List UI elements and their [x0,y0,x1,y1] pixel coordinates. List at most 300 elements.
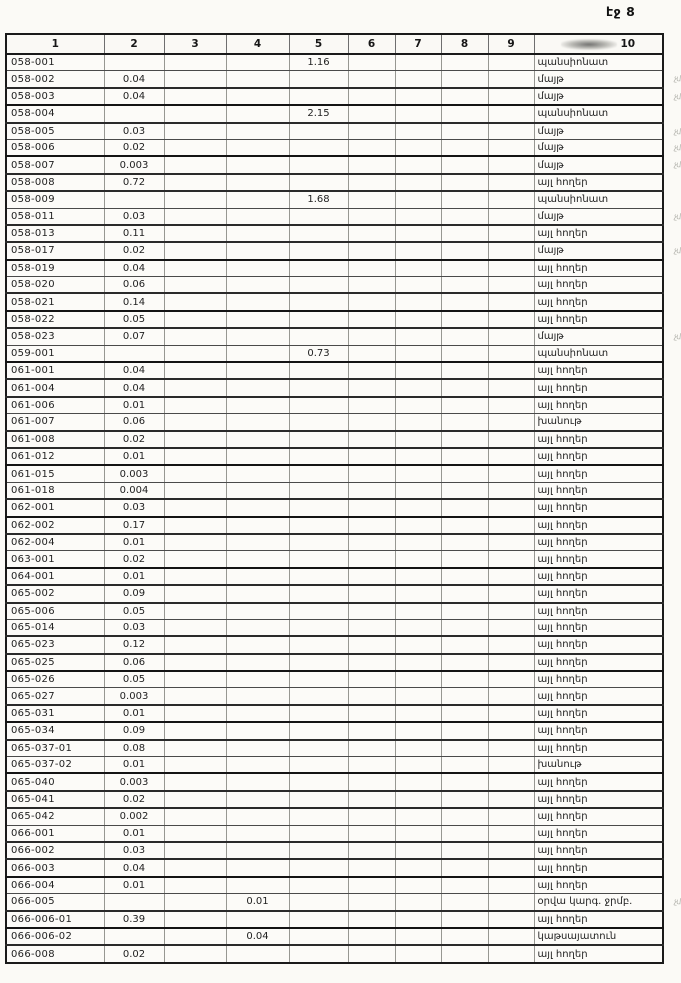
table-row [6,242,663,259]
col6-cell [348,705,395,722]
col8-cell [441,791,488,808]
col3-cell [164,619,226,636]
col9-cell [488,311,534,328]
col6-cell [348,636,395,653]
col9-cell [488,517,534,534]
area-col2-cell: 0.05 [104,603,164,620]
col8-cell [441,362,488,379]
land-use-label: այլ հողեր [537,382,588,394]
col8-cell [441,551,488,568]
land-use-cell [534,654,663,671]
land-use-label: պանսիոնատ [537,57,609,69]
col9-cell [488,123,534,140]
land-use-label: այլ հողեր [537,725,588,737]
col9-cell [488,139,534,156]
area-col5-cell [289,482,348,499]
col9-cell [488,88,534,105]
area-col5-cell [289,842,348,859]
area-col2-cell [104,191,164,208]
table-row [6,139,663,156]
parcel-code-cell: 065-037-02 [6,757,104,774]
area-col5-cell [289,534,348,551]
col7-cell [395,568,441,585]
area-col4-cell [226,345,289,362]
col6-cell [348,482,395,499]
col3-cell [164,705,226,722]
col6-cell [348,54,395,71]
margin-handwritten-mark: չմ [673,245,681,256]
area-col5-cell: 2.15 [289,105,348,122]
margin-handwritten-mark: չմ [673,896,681,907]
area-col4-cell [226,105,289,122]
col8-cell [441,499,488,516]
area-col5-cell [289,808,348,825]
col8-cell [441,71,488,88]
land-use-cell [534,362,663,379]
col6-cell [348,808,395,825]
col3-cell [164,260,226,277]
table-row [6,825,663,842]
col9-cell [488,191,534,208]
land-use-cell [534,54,663,71]
table-row [6,722,663,739]
col8-cell [441,911,488,928]
col6-cell [348,379,395,396]
table-row [6,328,663,345]
col6-cell [348,757,395,774]
area-col2-cell: 0.004 [104,482,164,499]
table-row [6,928,663,945]
land-use-label: այլ հողեր [537,588,588,600]
table-row [6,945,663,962]
col9-cell [488,722,534,739]
land-use-cell [534,311,663,328]
col8-cell [441,465,488,482]
table-row [6,791,663,808]
area-col2-cell: 0.03 [104,619,164,636]
col3-cell [164,877,226,894]
land-use-cell [534,722,663,739]
table-row [6,740,663,757]
land-use-label: պանսիոնատ [537,347,609,359]
parcel-code-cell: 058-005 [6,123,104,140]
parcel-code-cell: 065-037-01 [6,740,104,757]
col8-cell [441,705,488,722]
land-use-label: այլ հողեր [537,400,588,411]
col9-cell [488,379,534,396]
area-col4-cell [226,654,289,671]
area-col4-cell [226,123,289,140]
area-col4-cell [226,877,289,894]
col3-cell [164,88,226,105]
area-col5-cell [289,362,348,379]
col9-cell [488,499,534,516]
area-col5-cell [289,293,348,310]
col7-cell [395,345,441,362]
land-use-label: այլ հողեր [537,862,588,874]
col6-cell [348,277,395,294]
col9-cell [488,293,534,310]
col3-cell [164,911,226,928]
area-col5-cell [289,551,348,568]
col6-cell [348,877,395,894]
col3-cell [164,465,226,482]
parcel-code-cell: 065-031 [6,705,104,722]
area-col4-cell [226,671,289,688]
col8-cell [441,123,488,140]
table-row [6,225,663,242]
parcel-code-cell: 061-008 [6,431,104,448]
parcel-code-cell: 066-002 [6,842,104,859]
area-col2-cell: 0.003 [104,773,164,790]
parcel-code-cell: 065-002 [6,585,104,602]
col8-cell [441,534,488,551]
column-header-6: 6 [348,34,395,54]
area-col4-cell [226,619,289,636]
col9-cell [488,705,534,722]
land-use-label: խանութ [537,759,582,771]
parcel-code-cell: 061-004 [6,379,104,396]
col8-cell [441,842,488,859]
area-col5-cell [289,636,348,653]
table-row [6,174,663,191]
col3-cell [164,928,226,945]
land-use-cell [534,328,681,345]
area-col2-cell: 0.06 [104,277,164,294]
parcel-code-cell: 058-002 [6,71,104,88]
parcel-code-cell: 064-001 [6,568,104,585]
land-use-cell [534,379,663,396]
land-parcel-table [5,33,681,964]
parcel-code-cell: 058-019 [6,260,104,277]
area-col2-cell: 0.39 [104,911,164,928]
col7-cell [395,773,441,790]
land-use-label: այլ հողեր [537,742,588,754]
col7-cell [395,208,441,225]
parcel-code-cell: 058-021 [6,293,104,310]
col8-cell [441,293,488,310]
land-use-cell [534,877,663,894]
area-col2-cell: 0.04 [104,362,164,379]
col8-cell [441,654,488,671]
col3-cell [164,345,226,362]
area-col4-cell [226,945,289,962]
area-col5-cell [289,654,348,671]
col9-cell [488,328,534,345]
area-col4-cell [226,431,289,448]
col6-cell [348,688,395,705]
col8-cell [441,379,488,396]
col8-cell [441,945,488,962]
area-col2-cell: 0.72 [104,174,164,191]
table-row [6,688,663,705]
land-use-cell [534,260,663,277]
col6-cell [348,551,395,568]
col3-cell [164,242,226,259]
col7-cell [395,859,441,876]
col3-cell [164,293,226,310]
area-col4-cell [226,242,289,259]
area-col2-cell: 0.09 [104,585,164,602]
col9-cell [488,208,534,225]
area-col4-cell [226,688,289,705]
area-col4-cell: 0.04 [226,928,289,945]
table-row [6,482,663,499]
table-row [6,705,663,722]
col6-cell [348,534,395,551]
col7-cell [395,362,441,379]
area-col2-cell: 0.03 [104,499,164,516]
area-col4-cell [226,603,289,620]
col9-cell [488,534,534,551]
col7-cell [395,654,441,671]
area-col2-cell: 0.02 [104,139,164,156]
col8-cell [441,397,488,414]
land-use-label: այլ հողեր [537,314,588,326]
area-col2-cell: 0.02 [104,945,164,962]
col6-cell [348,242,395,259]
col3-cell [164,174,226,191]
area-col2-cell [104,928,164,945]
table-row [6,877,663,894]
area-col5-cell [289,894,348,911]
table-row [6,260,663,277]
area-col5-cell [289,277,348,294]
table-row [6,842,663,859]
column-header-10 [534,34,663,54]
col7-cell [395,619,441,636]
land-use-label: այլ հողեր [537,879,588,891]
area-col4-cell [226,156,289,173]
area-col4-cell [226,71,289,88]
land-use-cell [534,859,663,876]
land-use-cell [534,757,663,774]
col8-cell [441,894,488,911]
area-col4-cell [226,277,289,294]
land-use-label: մայթ [537,245,564,257]
col6-cell [348,791,395,808]
col9-cell [488,740,534,757]
area-col5-cell [289,397,348,414]
col7-cell [395,482,441,499]
land-use-cell [534,808,663,825]
land-use-label: այլ հողեր [537,279,588,291]
col6-cell [348,465,395,482]
col3-cell [164,414,226,431]
col3-cell [164,517,226,534]
area-col2-cell: 0.01 [104,877,164,894]
land-use-label: պանսիոնատ [537,108,609,120]
parcel-code-cell: 065-026 [6,671,104,688]
area-col5-cell [289,773,348,790]
parcel-code-cell: 063-001 [6,551,104,568]
col9-cell [488,156,534,173]
col9-cell [488,654,534,671]
column-header-2: 2 [104,34,164,54]
area-col4-cell [226,88,289,105]
col6-cell [348,105,395,122]
parcel-code-cell: 058-017 [6,242,104,259]
land-use-cell [534,105,663,122]
scan-smudge [561,39,617,50]
area-col4-cell [226,293,289,310]
col3-cell [164,123,226,140]
area-col4-cell [226,225,289,242]
area-col5-cell [289,88,348,105]
col7-cell [395,191,441,208]
col9-cell [488,773,534,790]
table-row [6,894,663,911]
col6-cell [348,773,395,790]
parcel-code-cell: 065-014 [6,619,104,636]
area-col4-cell [226,551,289,568]
parcel-code-cell: 061-018 [6,482,104,499]
area-col5-cell [289,139,348,156]
land-use-label: մայթ [537,125,564,137]
area-col2-cell: 0.003 [104,688,164,705]
col7-cell [395,945,441,962]
area-col2-cell: 0.04 [104,260,164,277]
area-col2-cell: 0.02 [104,791,164,808]
col8-cell [441,757,488,774]
column-header-label: 10 [620,38,636,50]
col9-cell [488,808,534,825]
area-col2-cell: 0.12 [104,636,164,653]
table-row [6,277,663,294]
parcel-code-cell: 058-011 [6,208,104,225]
area-col4-cell [226,791,289,808]
area-col4-cell [226,139,289,156]
land-use-cell [534,773,663,790]
col8-cell [441,773,488,790]
land-use-label: մայթ [537,73,564,85]
col3-cell [164,328,226,345]
col3-cell [164,757,226,774]
land-use-label: այլ հողեր [537,639,588,651]
area-col4-cell [226,54,289,71]
table-row [6,71,663,88]
col9-cell [488,911,534,928]
area-col5-cell [289,517,348,534]
land-use-cell [534,671,663,688]
area-col5-cell [289,156,348,173]
table-row [6,499,663,516]
land-use-label: մայթ [537,142,564,154]
col9-cell [488,362,534,379]
land-use-cell [534,636,663,653]
table-row [6,671,663,688]
area-col4-cell [226,773,289,790]
col9-cell [488,859,534,876]
col7-cell [395,379,441,396]
col6-cell [348,225,395,242]
area-col4-cell [226,740,289,757]
col7-cell [395,499,441,516]
col7-cell [395,54,441,71]
col8-cell [441,242,488,259]
col7-cell [395,260,441,277]
area-col5-cell [289,911,348,928]
land-use-cell [534,911,663,928]
col8-cell [441,208,488,225]
column-header-7: 7 [395,34,441,54]
area-col4-cell [226,568,289,585]
area-col2-cell: 0.003 [104,465,164,482]
table-row [6,911,663,928]
land-use-label: մայթ [537,210,564,222]
parcel-code-cell: 062-001 [6,499,104,516]
margin-handwritten-mark: չմ [673,159,681,170]
land-use-label: այլ հողեր [537,519,588,531]
col9-cell [488,277,534,294]
col6-cell [348,517,395,534]
col8-cell [441,139,488,156]
col7-cell [395,585,441,602]
col9-cell [488,105,534,122]
parcel-code-cell: 062-004 [6,534,104,551]
col8-cell [441,414,488,431]
col9-cell [488,465,534,482]
land-use-cell [534,482,663,499]
col3-cell [164,603,226,620]
col9-cell [488,757,534,774]
col6-cell [348,328,395,345]
col8-cell [441,688,488,705]
land-use-label: այլ հողեր [537,708,588,720]
col3-cell [164,534,226,551]
area-col5-cell [289,585,348,602]
col3-cell [164,311,226,328]
area-col5-cell [289,174,348,191]
land-use-label: այլ հողեր [537,296,588,308]
area-col2-cell: 0.01 [104,534,164,551]
area-col5-cell [289,791,348,808]
col3-cell [164,808,226,825]
land-use-label: այլ հողեր [537,605,588,617]
parcel-code-cell: 065-041 [6,791,104,808]
table-row [6,568,663,585]
table-row [6,293,663,310]
area-col2-cell [104,894,164,911]
col8-cell [441,928,488,945]
area-col4-cell [226,465,289,482]
col9-cell [488,877,534,894]
margin-handwritten-mark: չմ [673,126,681,136]
col9-cell [488,242,534,259]
col6-cell [348,311,395,328]
table-row [6,859,663,876]
land-use-cell [534,894,681,911]
area-col4-cell: 0.01 [226,894,289,911]
col3-cell [164,842,226,859]
area-col2-cell [104,345,164,362]
parcel-code-cell: 066-003 [6,859,104,876]
col9-cell [488,414,534,431]
land-use-cell [534,123,681,140]
land-use-cell [534,619,663,636]
land-use-cell [534,465,663,482]
area-col2-cell: 0.08 [104,740,164,757]
col7-cell [395,71,441,88]
table-row [6,636,663,653]
area-col4-cell [226,757,289,774]
land-use-cell [534,397,663,414]
col9-cell [488,603,534,620]
col8-cell [441,277,488,294]
col3-cell [164,688,226,705]
col6-cell [348,619,395,636]
table-row [6,465,663,482]
